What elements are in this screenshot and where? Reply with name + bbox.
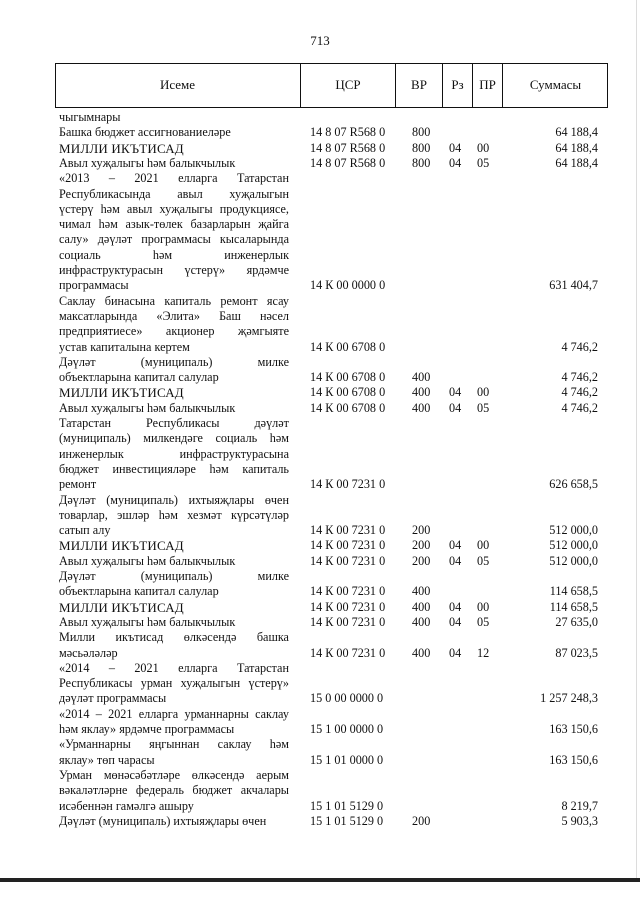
row-name-line: МИЛЛИ ИКЪТИСАД	[59, 140, 184, 156]
row-csr: 14 К 00 7231 0	[310, 477, 386, 492]
row-name-line: товарлар, эшләр һәм хезмәт күрсәтүләр	[59, 507, 289, 522]
row-sum: 512 000,0	[549, 523, 598, 538]
row-rz: 04	[449, 155, 462, 170]
row-name-line: устав капиталына кертем	[59, 339, 190, 354]
row-name-line: салу» дәүләт программасы кысаларында	[59, 232, 289, 247]
row-csr: 14 К 00 6708 0	[310, 339, 386, 354]
row-sum: 87 023,5	[555, 645, 598, 660]
row-name-line: Авыл хуҗалыгы һәм балыкчылык	[59, 155, 236, 170]
row-csr: 14 К 00 6708 0	[310, 400, 386, 415]
row-pr: 05	[477, 400, 490, 415]
row-csr: 15 1 00 0000 0	[310, 722, 384, 736]
row-sum: 1 257 248,3	[540, 691, 598, 706]
row-pr: 05	[477, 553, 490, 568]
row-pr: 05	[477, 614, 490, 629]
header-sum: Суммасы	[502, 63, 608, 107]
row-name-line: Милли икътисад өлкәсендә башка	[59, 630, 289, 645]
row-vr: 400	[412, 599, 431, 614]
row-sum: 163 150,6	[549, 722, 598, 736]
row-name-line: сатып алу	[59, 523, 111, 538]
row-vr: 800	[412, 125, 431, 140]
row-vr: 400	[412, 584, 431, 599]
row-csr: 15 1 01 5129 0	[310, 798, 384, 813]
row-pr: 00	[477, 140, 490, 155]
row-csr: 14 К 00 7231 0	[310, 553, 386, 568]
row-csr: 15 1 01 5129 0	[310, 813, 384, 828]
row-vr: 400	[412, 370, 431, 385]
row-name-line: үстерү һәм авыл хуҗалыгы продукциясе,	[59, 201, 289, 216]
row-name-line: чимал һәм азык-төлек базарларын җайга	[59, 217, 289, 232]
row-csr: 14 8 07 R568 0	[310, 140, 386, 155]
row-sum: 64 188,4	[555, 125, 598, 140]
row-csr: 14 К 00 6708 0	[310, 370, 386, 385]
row-name-line: инженерлык инфраструктурасына	[59, 446, 289, 461]
row-csr: 14 К 00 0000 0	[310, 278, 386, 293]
row-name-line: объектларына капитал салулар	[59, 584, 219, 599]
row-name-line: МИЛЛИ ИКЪТИСАД	[59, 538, 184, 554]
row-sum: 626 658,5	[549, 477, 598, 492]
row-vr: 200	[412, 553, 431, 568]
row-name-line: дәүләт программасы	[59, 691, 167, 706]
row-vr: 400	[412, 385, 431, 400]
page-number: 713	[310, 33, 330, 48]
row-sum: 8 219,7	[561, 798, 598, 813]
row-name-line: Татарстан Республикасы дәүләт	[59, 416, 289, 430]
row-rz: 04	[449, 614, 462, 629]
row-pr: 00	[477, 599, 490, 614]
row-name-line: Республикасы урман хуҗалыгын үстерү»	[59, 676, 289, 691]
row-pr: 00	[477, 538, 490, 553]
row-csr: 14 К 00 7231 0	[310, 523, 386, 538]
header-pr: ПР	[472, 63, 502, 107]
row-sum: 4 746,2	[561, 370, 598, 385]
row-sum: 512 000,0	[549, 553, 598, 568]
row-name-line: Башка бюджет ассигнованиеләре	[59, 125, 231, 140]
header-vr: ВР	[395, 63, 442, 107]
row-csr: 14 8 07 R568 0	[310, 125, 386, 140]
row-sum: 4 746,2	[561, 385, 598, 400]
row-csr: 14 К 00 7231 0	[310, 538, 386, 553]
row-sum: 27 635,0	[555, 614, 598, 629]
row-name-line: яклау» төп чарасы	[59, 752, 155, 767]
page-edge	[636, 0, 637, 878]
row-rz: 04	[449, 140, 462, 155]
row-pr: 00	[477, 385, 490, 400]
row-rz: 04	[449, 599, 462, 614]
row-sum: 64 188,4	[555, 155, 598, 170]
row-csr: 15 1 01 0000 0	[310, 752, 384, 767]
row-csr: 14 8 07 R568 0	[310, 155, 386, 170]
row-name-line: исәбеннән гамәлгә ашыру	[59, 798, 194, 813]
row-name-line: МИЛЛИ ИКЪТИСАД	[59, 385, 184, 401]
row-csr: 14 К 00 7231 0	[310, 584, 386, 599]
row-name-line: предприятиесе» акционер җәмгыяте	[59, 324, 289, 339]
row-rz: 04	[449, 385, 462, 400]
row-name-line: Авыл хуҗалыгы һәм балыкчылык	[59, 614, 236, 629]
row-sum: 4 746,2	[561, 339, 598, 354]
header-rz: Рз	[442, 63, 472, 107]
row-name-line: бюджет инвестицияләре һәм капиталь	[59, 461, 289, 476]
row-name-line: Дәүләт (муниципаль) милке	[59, 569, 289, 583]
row-rz: 04	[449, 553, 462, 568]
row-name-line: Дәүләт (муниципаль) милке	[59, 354, 289, 369]
row-name-line: Саклау бинасына капиталь ремонт ясау	[59, 293, 289, 308]
row-name-line: Авыл хуҗалыгы һәм балыкчылык	[59, 400, 236, 415]
row-vr: 800	[412, 155, 431, 170]
row-sum: 114 658,5	[549, 599, 598, 614]
row-csr: 14 К 00 7231 0	[310, 599, 386, 614]
header-name: Исеме	[159, 77, 196, 92]
row-csr: 15 0 00 0000 0	[310, 691, 384, 706]
row-name-line: вәкаләтләрне федераль бюджет акчалары	[59, 783, 289, 798]
row-name-line: чыгымнары	[59, 110, 121, 124]
row-sum: 631 404,7	[549, 278, 598, 293]
row-pr: 05	[477, 155, 490, 170]
row-name-line: ремонт	[59, 477, 97, 492]
row-name-line: Дәүләт (муниципаль) ихтыяҗлары өчен	[59, 492, 289, 507]
row-name-line: программасы	[59, 278, 129, 293]
row-name-line: Урман мөнәсәбәтләре өлкәсендә аерым	[59, 767, 289, 782]
row-sum: 512 000,0	[549, 538, 598, 553]
row-vr: 200	[412, 523, 431, 538]
bottom-scan-border	[0, 878, 640, 882]
row-sum: 5 903,3	[561, 813, 598, 828]
row-csr: 14 К 00 7231 0	[310, 614, 386, 629]
row-name-line: инфраструктурасын үстерү» ярдәмче	[59, 263, 289, 277]
row-vr: 200	[412, 538, 431, 553]
row-pr: 12	[477, 645, 490, 660]
row-name-line: объектларына капитал салулар	[59, 370, 219, 385]
row-name-line: Республикасында авыл хуҗалыгын	[59, 186, 289, 201]
row-vr: 200	[412, 813, 431, 828]
row-rz: 04	[449, 538, 462, 553]
row-sum: 163 150,6	[549, 752, 598, 767]
row-vr: 800	[412, 140, 431, 155]
row-name-line: Дәүләт (муниципаль) ихтыяҗлары өчен	[59, 813, 267, 828]
row-sum: 114 658,5	[549, 584, 598, 599]
row-csr: 14 К 00 7231 0	[310, 645, 386, 660]
row-name-line: «2014 – 2021 елларга Татарстан	[59, 660, 289, 675]
row-csr: 14 К 00 6708 0	[310, 385, 386, 400]
row-rz: 04	[449, 645, 462, 660]
row-sum: 64 188,4	[555, 140, 598, 155]
row-name-line: «2013 – 2021 елларга Татарстан	[59, 171, 289, 186]
row-name-line: «Урманнарны яңгыннан саклау һәм	[59, 737, 289, 752]
row-name-line: «2014 – 2021 елларга урманнарны саклау	[59, 706, 289, 721]
row-sum: 4 746,2	[561, 400, 598, 415]
row-name-line: Авыл хуҗалыгы һәм балыкчылык	[59, 553, 236, 568]
row-vr: 400	[412, 645, 431, 660]
row-name-line: максатларында «Элита» Баш нәсел	[59, 308, 289, 323]
row-vr: 400	[412, 614, 431, 629]
header-csr: ЦСР	[300, 63, 395, 107]
row-name-line: социаль һәм инженерлык	[59, 247, 289, 262]
row-name-line: мәсьәләләр	[59, 645, 118, 660]
row-name-line: (муниципаль) милкендәге социаль һәм	[59, 431, 289, 446]
row-vr: 400	[412, 400, 431, 415]
row-name-line: МИЛЛИ ИКЪТИСАД	[59, 599, 184, 615]
row-rz: 04	[449, 400, 462, 415]
row-name-line: һәм яклау» ярдәмче программасы	[59, 722, 235, 736]
